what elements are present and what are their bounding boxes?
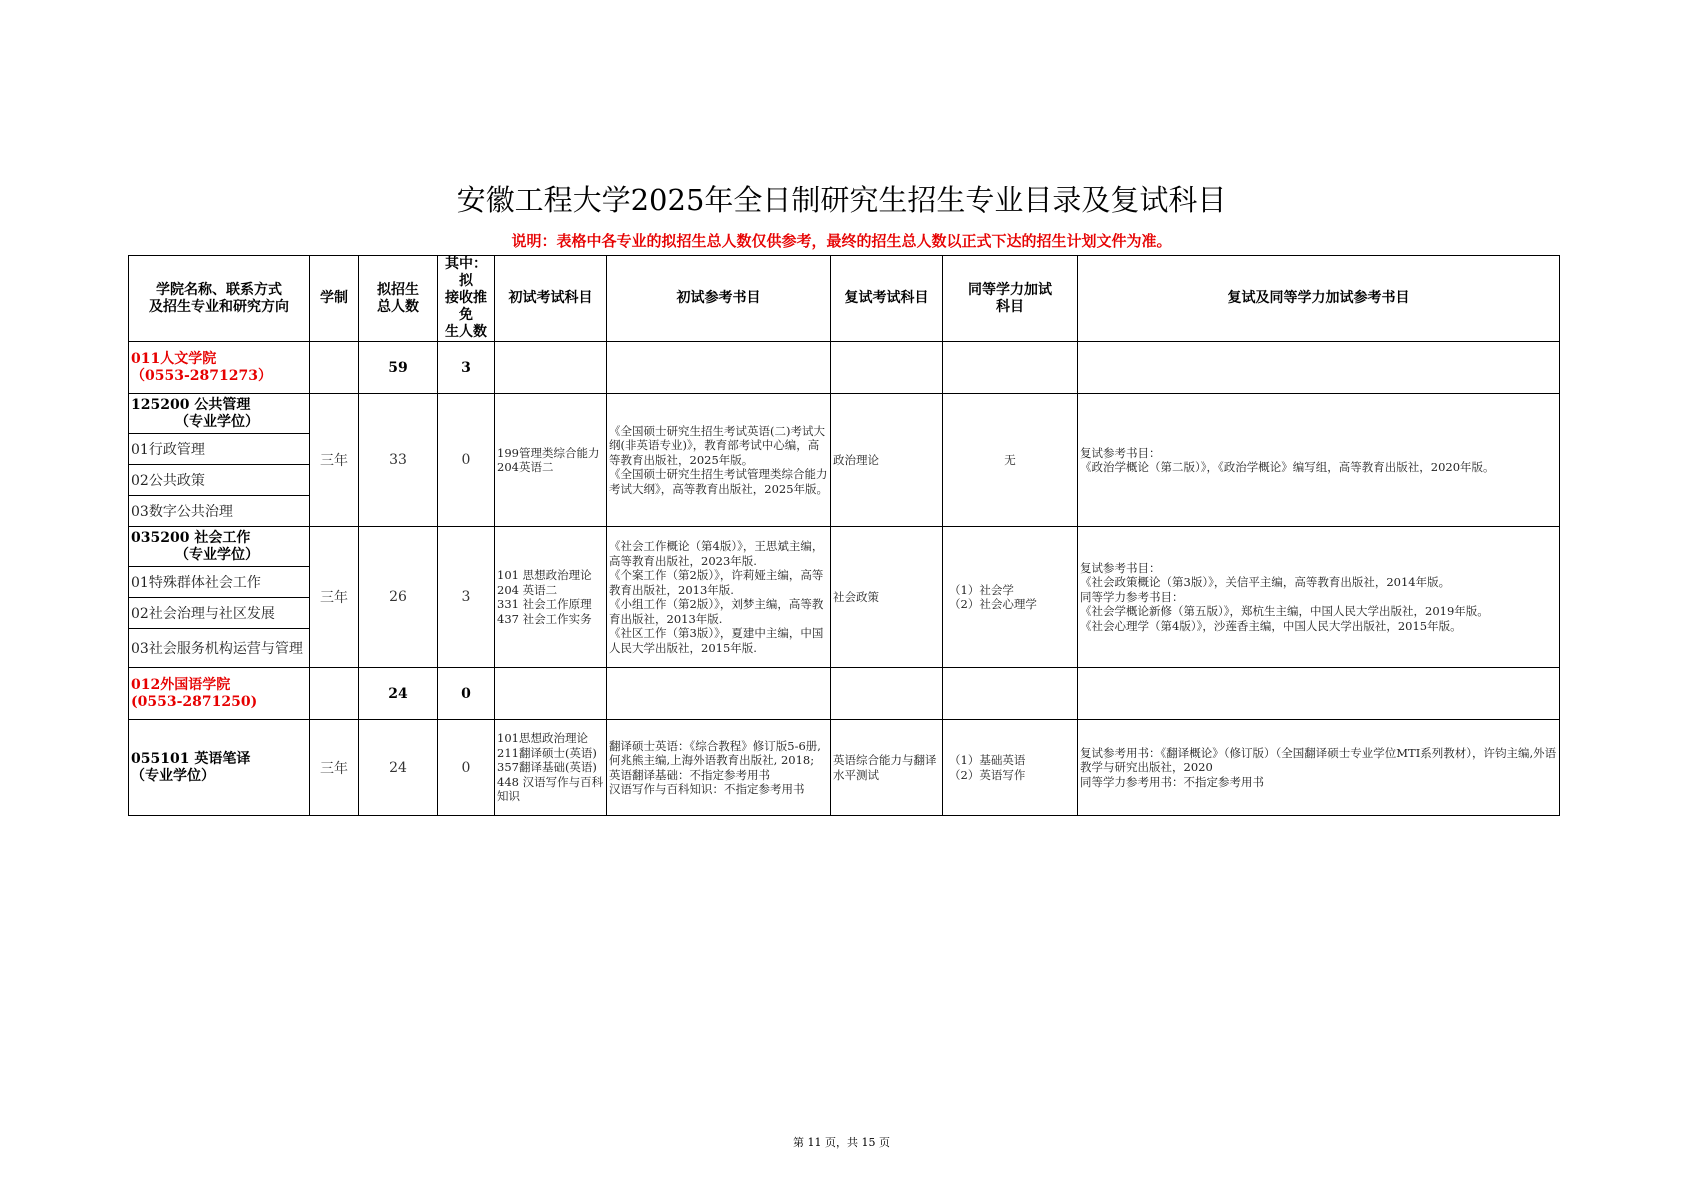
header-equiv-line1: 同等学力加试 [968, 281, 1052, 298]
exam-subject: 199管理类综合能力 [497, 445, 600, 460]
major-recommended: 0 [438, 394, 495, 527]
header-recommended [438, 256, 495, 342]
equiv-subject: （1）基础英语 [949, 753, 1026, 767]
header-dept [129, 256, 310, 342]
major-degree: （专业学位） [175, 546, 259, 563]
retest-book-line: 复试参考书目： [1080, 560, 1161, 575]
header-dept-line2: 及招生专业和研究方向 [149, 298, 289, 315]
dept-cell [129, 668, 310, 720]
header-recommended-line3: 生人数 [445, 324, 487, 340]
retest-book-line: 《社会学概论新修（第五版）》，郑杭生主编，中国人民大学出版社，2019年版。 [1080, 604, 1489, 619]
major-code-name: 125200 公共管理 [131, 396, 251, 413]
major-recommended: 0 [438, 720, 495, 816]
dept-duration [310, 342, 359, 394]
retest-subject: 英语综合能力与翻译水平测试 [831, 720, 943, 816]
header-exam-subjects: 初试考试科目 [495, 256, 607, 342]
header-row [129, 256, 1560, 342]
header-recommended-line2: 接收推免 [445, 290, 487, 323]
retest-book-line: 复试参考书目： [1080, 445, 1161, 460]
header-equiv-line2: 科目 [996, 298, 1024, 315]
major-total: 24 [359, 720, 438, 816]
dept-total: 24 [359, 668, 438, 720]
empty-cell [831, 342, 943, 394]
page-footer: 第 11 页，共 15 页 [793, 1136, 890, 1149]
major-code-name: 055101 英语笔译 [131, 750, 251, 767]
equiv-subject: （2）英语写作 [949, 767, 1026, 782]
exam-books [607, 394, 831, 527]
empty-cell [607, 668, 831, 720]
major-cell [129, 720, 310, 816]
exam-book: 《全国硕士研究生招生考试英语(二)考试大纲(非英语专业)》，教育部考试中心编，高等教育出版社，2025年版。 [609, 423, 825, 467]
dept-recommended: 3 [438, 342, 495, 394]
exam-book: 英语翻译基础：不指定参考用书 [609, 767, 770, 782]
retest-book-line: 《社会心理学（第4版）》，沙莲香主编，中国人民大学出版社，2015年版。 [1080, 618, 1462, 633]
header-exam-books: 初试参考书目 [607, 256, 831, 342]
exam-subjects [495, 527, 607, 668]
header-dept-line1: 学院名称、联系方式 [156, 281, 282, 298]
retest-book-line: 复试参考用书：《翻译概论》（修订版）（全国翻译硕士专业学位MTI系列教材），许钧主编,外语教学与研究出版社，2020 [1080, 745, 1557, 775]
major-degree: （专业学位） [175, 413, 259, 430]
major-duration: 三年 [310, 527, 359, 668]
exam-subject: 211翻译硕士(英语) [497, 745, 597, 760]
exam-subject: 448 汉语写作与百科知识 [497, 774, 604, 804]
equiv-subjects [943, 720, 1078, 816]
retest-book-line: 《社会政策概论（第3版）》，关信平主编，高等教育出版社，2014年版。 [1080, 575, 1451, 590]
major-row [129, 527, 1560, 567]
empty-cell [943, 342, 1078, 394]
dept-total: 59 [359, 342, 438, 394]
exam-subjects [495, 394, 607, 527]
header-retest-books: 复试及同等学力加试参考书目 [1078, 256, 1560, 342]
dept-cell [129, 342, 310, 394]
equiv-subject: 无 [943, 394, 1078, 527]
catalog-table [128, 255, 1560, 816]
header-duration: 学制 [310, 256, 359, 342]
dept-duration [310, 668, 359, 720]
major-row [129, 394, 1560, 434]
direction-item: 01行政管理 [129, 434, 310, 465]
empty-cell [1078, 342, 1560, 394]
direction-item: 01特殊群体社会工作 [129, 567, 310, 598]
dept-row [129, 342, 1560, 394]
empty-cell [495, 342, 607, 394]
exam-book: 《个案工作（第2版）》，许莉娅主编，高等教育出版社，2013年版. [609, 568, 824, 597]
direction-item: 02社会治理与社区发展 [129, 598, 310, 629]
dept-row [129, 668, 1560, 720]
empty-cell [831, 668, 943, 720]
exam-subjects [495, 720, 607, 816]
exam-book: 翻译硕士英语：《综合教程》修订版5-6册,何兆熊主编,上海外语教育出版社, 2018; [609, 738, 821, 767]
major-cell [129, 527, 310, 567]
exam-book: 《全国硕士研究生招生考试管理类综合能力考试大纲》，高等教育出版社，2025年版。 [609, 467, 829, 496]
equiv-subject: （1）社会学 [949, 582, 1014, 597]
direction-item: 03社会服务机构运营与管理 [129, 629, 310, 668]
major-total: 33 [359, 394, 438, 527]
exam-books [607, 527, 831, 668]
exam-book: 汉语写作与百科知识：不指定参考用书 [609, 782, 805, 796]
exam-subject: 357翻译基础(英语) [497, 760, 597, 775]
major-duration: 三年 [310, 394, 359, 527]
exam-subject: 101 思想政治理论 [497, 568, 592, 582]
header-total-line2: 总人数 [377, 298, 419, 315]
header-total [359, 256, 438, 342]
exam-subject: 331 社会工作原理 [497, 597, 592, 611]
retest-subject: 政治理论 [831, 394, 943, 527]
note-text: 说明：表格中各专业的拟招生总人数仅供参考，最终的招生总人数以正式下达的招生计划文件为准。 [511, 232, 1172, 250]
dept-phone: (0553-2871250) [131, 693, 258, 710]
empty-cell [495, 668, 607, 720]
dept-name: 011人文学院 [131, 350, 217, 367]
major-total: 26 [359, 527, 438, 668]
header-equiv-subject [943, 256, 1078, 342]
exam-book: 《社区工作（第3版）》，夏建中主编，中国人民大学出版社，2015年版. [609, 626, 824, 655]
exam-subject: 204英语二 [497, 460, 554, 474]
page-title: 安徽工程大学2025年全日制研究生招生专业目录及复试科目 [456, 183, 1227, 217]
exam-subject: 204 英语二 [497, 582, 558, 597]
major-recommended: 3 [438, 527, 495, 668]
equiv-subjects [943, 527, 1078, 668]
dept-recommended: 0 [438, 668, 495, 720]
header-total-line1: 拟招生 [377, 281, 419, 298]
major-code-name: 035200 社会工作 [131, 529, 251, 546]
empty-cell [943, 668, 1078, 720]
retest-books [1078, 720, 1560, 816]
empty-cell [607, 342, 831, 394]
major-duration: 三年 [310, 720, 359, 816]
empty-cell [1078, 668, 1560, 720]
header-retest-subject: 复试考试科目 [831, 256, 943, 342]
retest-book-line: 同等学力参考书目： [1080, 589, 1184, 604]
equiv-subject: （2）社会心理学 [949, 597, 1037, 611]
retest-book-line: 同等学力参考用书：不指定参考用书 [1080, 774, 1264, 789]
exam-subject: 101思想政治理论 [497, 731, 588, 746]
dept-name: 012外国语学院 [131, 676, 231, 693]
retest-subject: 社会政策 [831, 527, 943, 668]
retest-books [1078, 527, 1560, 668]
retest-books [1078, 394, 1560, 527]
major-cell [129, 394, 310, 434]
exam-subject: 437 社会工作实务 [497, 611, 592, 626]
major-row [129, 720, 1560, 816]
direction-item: 03数字公共治理 [129, 496, 310, 527]
direction-item: 02公共政策 [129, 465, 310, 496]
retest-book-line: 《政治学概论（第二版）》，《政治学概论》编写组，高等教育出版社，2020年版。 [1080, 460, 1495, 474]
header-recommended-line1: 其中：拟 [445, 256, 487, 289]
major-degree: （专业学位） [131, 767, 215, 784]
exam-book: 《小组工作（第2版）》，刘梦主编，高等教育出版社，2013年版. [609, 597, 824, 626]
dept-phone: （0553-2871273） [131, 367, 272, 384]
exam-books [607, 720, 831, 816]
exam-book: 《社会工作概论（第4版）》，王思斌主编，高等教育出版社，2023年版. [609, 539, 824, 568]
